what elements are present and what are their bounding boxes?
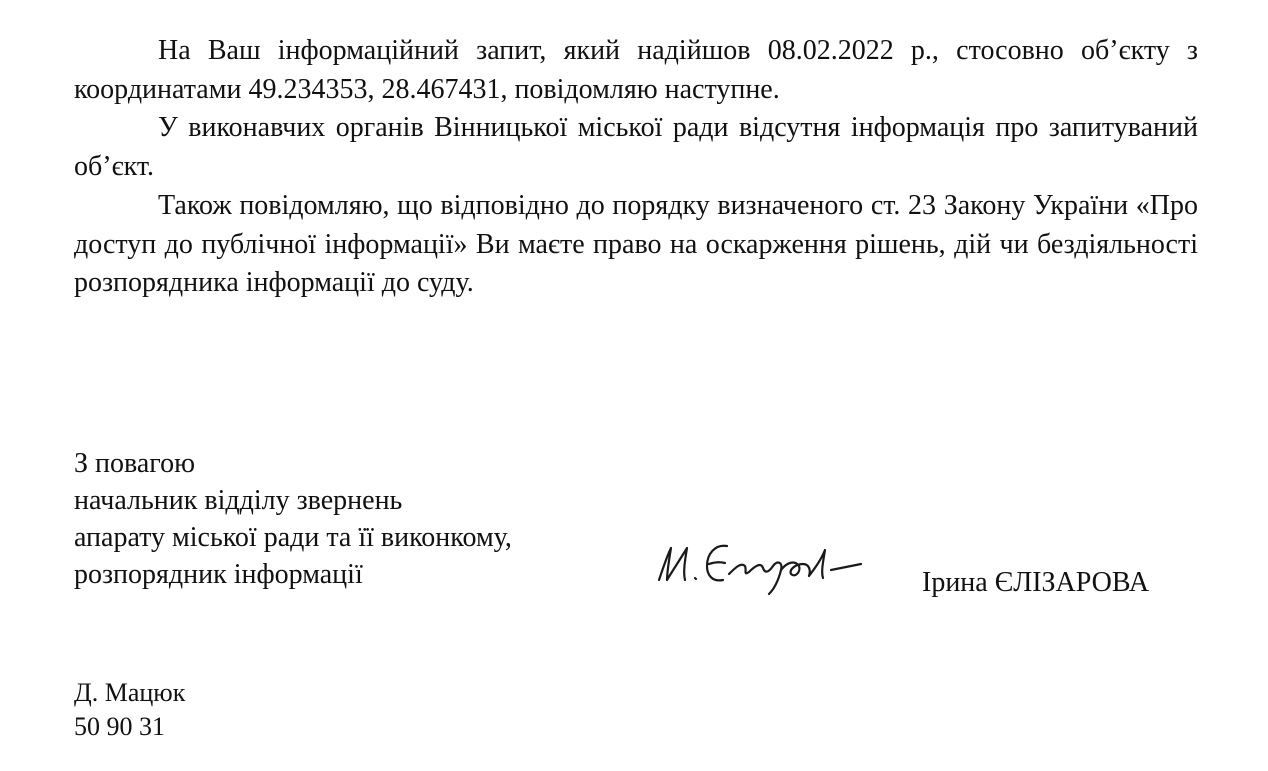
executor-name: Д. Мацюк bbox=[74, 678, 186, 707]
position-line-3: розпорядник інформації bbox=[74, 559, 363, 590]
position-line-1: начальник відділу звернень bbox=[74, 485, 403, 516]
executor-info bbox=[74, 676, 185, 744]
paragraph-appeal-rights: Також повідомляю, що відповідно до порядку визначеного ст. 23 Закону України «Про доступ до публічної інформації» Ви маєте право на оскарження рішень, дій чи бездіяльності розпорядника інформації до суду. bbox=[74, 190, 1198, 298]
position-line-2: апарату міської ради та її виконкому, bbox=[74, 522, 512, 553]
signer-name: Ірина ЄЛІЗАРОВА bbox=[922, 567, 1150, 598]
paragraph-request: На Ваш інформаційний запит, який надійшов 08.02.2022 р., стосовно об’єкту з координатами 49.234353, 28.467431, повідомляю наступне. bbox=[74, 35, 1198, 105]
handwritten-signature bbox=[645, 528, 905, 598]
signature-block bbox=[74, 445, 512, 593]
executor-phone: 50 90 31 bbox=[74, 712, 165, 741]
closing-text: З повагою bbox=[74, 448, 195, 479]
paragraph-no-info: У виконавчих органів Вінницької міської ради відсутня інформація про запитуваний об’єкт. bbox=[74, 112, 1198, 182]
